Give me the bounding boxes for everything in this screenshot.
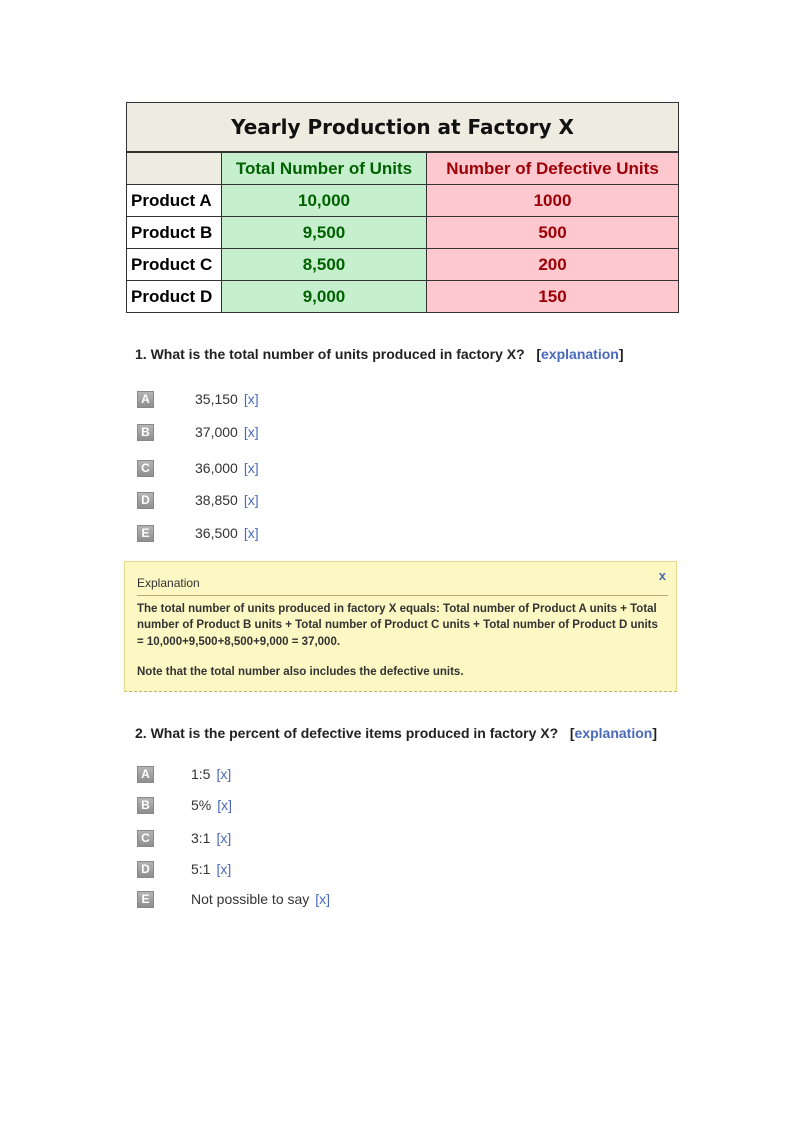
answer-option-a[interactable] xyxy=(137,765,232,783)
row-label: Product A xyxy=(127,185,222,217)
eliminate-option-link[interactable]: [x] xyxy=(216,861,232,877)
eliminate-option-link[interactable]: [x] xyxy=(216,766,232,782)
option-letter-badge: B xyxy=(137,797,154,814)
option-letter-badge: D xyxy=(137,861,154,878)
eliminate-option-link[interactable]: [x] xyxy=(216,830,232,846)
answer-option-c[interactable] xyxy=(137,829,232,847)
option-letter-badge: E xyxy=(137,891,154,908)
answer-option-e[interactable] xyxy=(137,890,331,908)
defective-units-cell: 500 xyxy=(427,217,679,249)
answer-option-b[interactable] xyxy=(137,423,259,441)
table-corner-cell xyxy=(127,152,222,185)
table-row xyxy=(127,281,679,313)
question-2-explanation-link[interactable]: explanation xyxy=(574,725,653,741)
explanation-divider xyxy=(137,595,668,596)
answer-option-b[interactable] xyxy=(137,796,233,814)
eliminate-option-link[interactable]: [x] xyxy=(243,492,259,508)
explanation-note: Note that the total number also includes the defective units. xyxy=(137,666,464,678)
explanation-title: Explanation xyxy=(137,576,200,590)
option-text: 5% xyxy=(191,797,212,813)
question-2 xyxy=(135,725,657,741)
link-bracket: ] xyxy=(652,725,658,741)
column-header-total: Total Number of Units xyxy=(222,152,427,185)
production-table xyxy=(126,102,679,313)
link-bracket: [ xyxy=(536,346,542,362)
option-letter-badge: C xyxy=(137,830,154,847)
defective-units-cell: 150 xyxy=(427,281,679,313)
option-text: 3:1 xyxy=(191,830,211,846)
table-title: Yearly Production at Factory X xyxy=(127,103,679,153)
row-label: Product C xyxy=(127,249,222,281)
option-letter-badge: E xyxy=(137,525,154,542)
option-text: 38,850 xyxy=(195,492,238,508)
eliminate-option-link[interactable]: [x] xyxy=(243,424,259,440)
question-1 xyxy=(135,346,624,362)
option-text: 37,000 xyxy=(195,424,238,440)
answer-option-e[interactable] xyxy=(137,524,259,542)
table-row xyxy=(127,185,679,217)
eliminate-option-link[interactable]: [x] xyxy=(243,391,259,407)
row-label: Product B xyxy=(127,217,222,249)
answer-option-d[interactable] xyxy=(137,860,232,878)
option-letter-badge: A xyxy=(137,391,154,408)
option-text: 35,150 xyxy=(195,391,238,407)
link-bracket: ] xyxy=(618,346,624,362)
option-letter-badge: B xyxy=(137,424,154,441)
defective-units-cell: 200 xyxy=(427,249,679,281)
option-text: Not possible to say xyxy=(191,891,310,907)
eliminate-option-link[interactable]: [x] xyxy=(315,891,331,907)
option-text: 1:5 xyxy=(191,766,211,782)
total-units-cell: 9,500 xyxy=(222,217,427,249)
explanation-body: The total number of units produced in factory X equals: Total number of Product A units + Total number of Product B units + Total number of Product C units + Total number of Product D units = 10,000+9,500+8,500+9,000 = 37,000. xyxy=(137,603,658,648)
question-1-text: 1. What is the total number of units produced in factory X? xyxy=(135,346,525,362)
option-letter-badge: C xyxy=(137,460,154,477)
question-2-text: 2. What is the percent of defective items produced in factory X? xyxy=(135,725,559,741)
column-header-defective: Number of Defective Units xyxy=(427,152,679,185)
row-label: Product D xyxy=(127,281,222,313)
option-text: 5:1 xyxy=(191,861,211,877)
eliminate-option-link[interactable]: [x] xyxy=(243,525,259,541)
answer-option-c[interactable] xyxy=(137,459,259,477)
eliminate-option-link[interactable]: [x] xyxy=(217,797,233,813)
answer-option-d[interactable] xyxy=(137,491,259,509)
option-text: 36,000 xyxy=(195,460,238,476)
close-explanation-button[interactable]: x xyxy=(658,568,666,583)
option-letter-badge: D xyxy=(137,492,154,509)
defective-units-cell: 1000 xyxy=(427,185,679,217)
question-1-explanation-link[interactable]: explanation xyxy=(541,346,619,362)
explanation-panel xyxy=(124,561,677,692)
total-units-cell: 8,500 xyxy=(222,249,427,281)
option-letter-badge: A xyxy=(137,766,154,783)
link-bracket: [ xyxy=(569,725,575,741)
answer-option-a[interactable] xyxy=(137,390,259,408)
table-row xyxy=(127,217,679,249)
total-units-cell: 9,000 xyxy=(222,281,427,313)
table-row xyxy=(127,249,679,281)
option-text: 36,500 xyxy=(195,525,238,541)
eliminate-option-link[interactable]: [x] xyxy=(243,460,259,476)
total-units-cell: 10,000 xyxy=(222,185,427,217)
